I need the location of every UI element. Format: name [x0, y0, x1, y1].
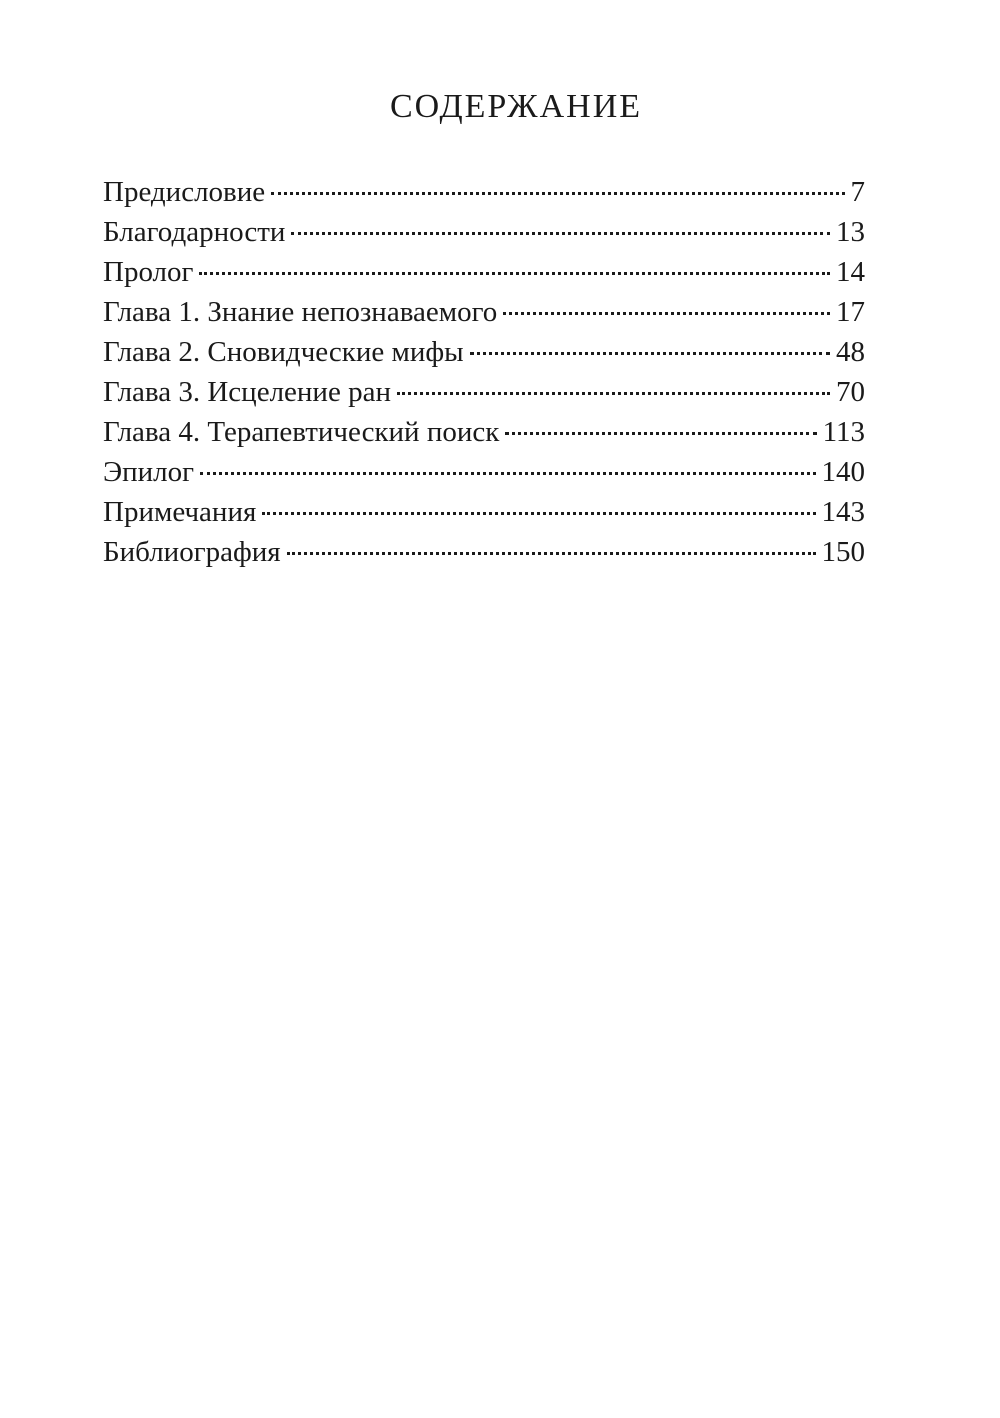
toc-entry-acknowledgements[interactable] [103, 212, 865, 252]
toc-entry-page: 48 [836, 336, 865, 368]
toc-entry-epilogue[interactable] [103, 452, 865, 492]
dot-leader [505, 432, 816, 435]
toc-entry-page: 14 [836, 256, 865, 288]
toc-entry-page: 113 [822, 416, 865, 448]
toc-entry-page: 140 [821, 456, 865, 488]
toc-entry-bibliography[interactable] [103, 532, 865, 572]
dot-leader [397, 392, 830, 395]
toc-entry-page: 13 [836, 216, 865, 248]
toc-entry-page: 70 [836, 376, 865, 408]
toc-entry-prologue[interactable] [103, 252, 865, 292]
toc-entry-chapter-4[interactable] [103, 412, 865, 452]
dot-leader [470, 352, 830, 355]
toc-entry-label: Глава 4. Терапевтический поиск [103, 416, 500, 448]
dot-leader [287, 552, 816, 555]
table-of-contents [103, 172, 865, 572]
toc-entry-notes[interactable] [103, 492, 865, 532]
dot-leader [262, 512, 815, 515]
toc-entry-label: Глава 1. Знание непознаваемого [103, 296, 498, 328]
toc-entry-label: Глава 3. Исцеление ран [103, 376, 391, 408]
toc-entry-page: 143 [821, 496, 865, 528]
dot-leader [199, 272, 830, 275]
toc-entry-preface[interactable] [103, 172, 865, 212]
toc-entry-page: 17 [836, 296, 865, 328]
toc-entry-label: Глава 2. Сновидческие мифы [103, 336, 464, 368]
toc-entry-label: Благодарности [103, 216, 286, 248]
toc-entry-chapter-3[interactable] [103, 372, 865, 412]
toc-entry-page: 150 [821, 536, 865, 568]
toc-entry-label: Эпилог [103, 456, 195, 488]
toc-entry-label: Примечания [103, 496, 257, 528]
page-title: СОДЕРЖАНИЕ [389, 88, 643, 125]
dot-leader [200, 472, 815, 475]
dot-leader [291, 232, 830, 235]
toc-entry-chapter-1[interactable] [103, 292, 865, 332]
dot-leader [503, 312, 830, 315]
dot-leader [271, 192, 844, 195]
toc-entry-label: Библиография [103, 536, 281, 568]
toc-entry-label: Пролог [103, 256, 194, 288]
toc-entry-page: 7 [850, 176, 865, 208]
toc-entry-label: Предисловие [103, 176, 266, 208]
toc-entry-chapter-2[interactable] [103, 332, 865, 372]
